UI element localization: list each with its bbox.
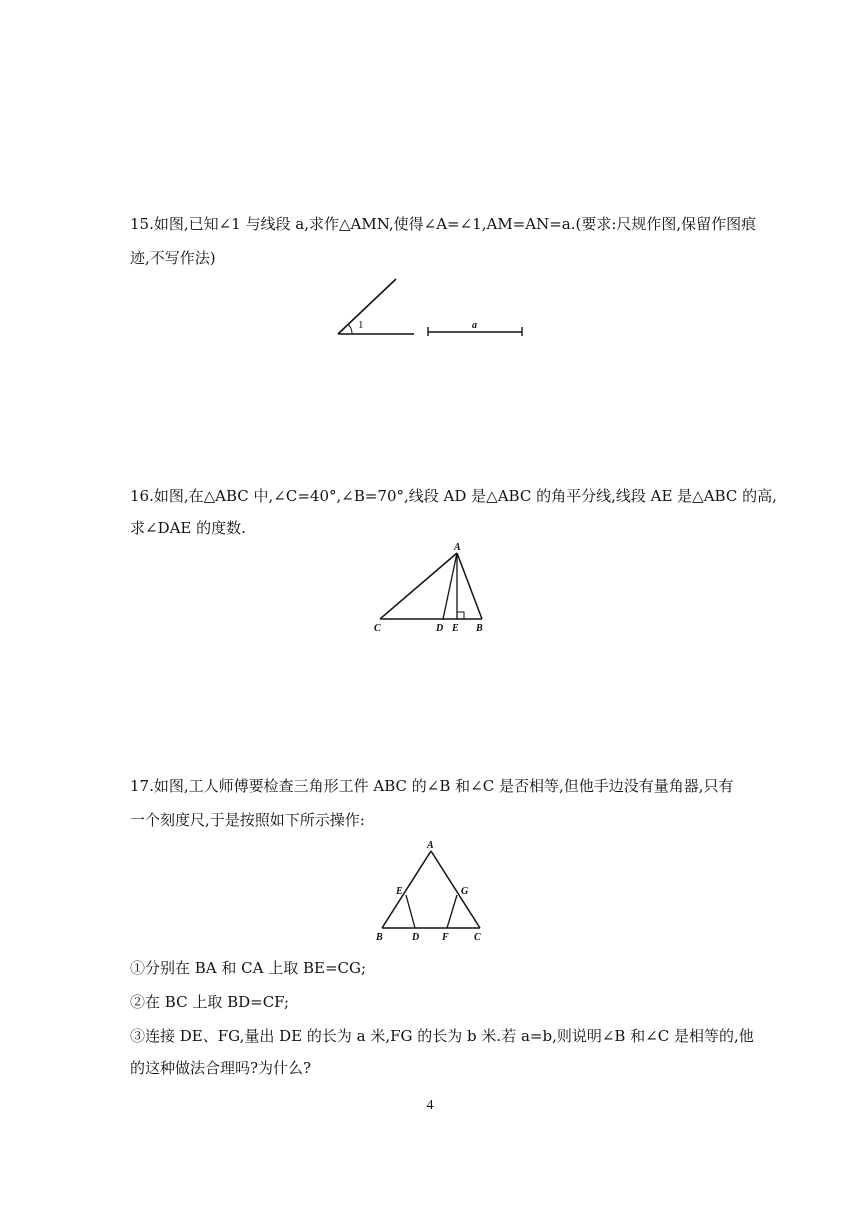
q17-text-line1: 17.如图,工人师傅要检查三角形工件 ABC 的∠B 和∠C 是否相等,但他手边没有量角器,只有: [130, 777, 734, 795]
q15-text-line2: 迹,不写作法): [130, 249, 216, 267]
label-B: B: [476, 623, 483, 634]
label-C: C: [374, 623, 381, 634]
page-number: 4: [426, 1098, 434, 1113]
label-C: C: [474, 932, 481, 943]
label-D: D: [436, 623, 444, 634]
label-G: G: [461, 886, 469, 897]
side-AC: [431, 851, 480, 928]
q17-text-line2: 一个刻度尺,于是按照如下所示操作:: [130, 811, 365, 829]
angle-ray-upper: [338, 279, 396, 334]
angle-arc: [348, 324, 352, 334]
side-AB: [382, 851, 431, 928]
q17-triangle-figure: [370, 836, 490, 948]
label-A: A: [427, 840, 434, 851]
segment-label-a: a: [472, 320, 477, 331]
right-angle-mark: [457, 612, 464, 619]
q17-step3-line2: 的这种做法合理吗?为什么?: [130, 1059, 312, 1077]
label-F: F: [442, 932, 449, 943]
q15-figure: [330, 276, 530, 346]
label-B: B: [376, 932, 383, 943]
label-E: E: [452, 623, 459, 634]
segment-FG: [447, 895, 457, 928]
side-AB: [457, 553, 482, 619]
q17-step2: ②在 BC 上取 BD=CF;: [130, 993, 290, 1011]
q17-step1: ①分别在 BA 和 CA 上取 BE=CG;: [130, 959, 367, 977]
segment-DE: [406, 895, 415, 928]
label-E: E: [396, 886, 403, 897]
angle-label-1: 1: [358, 319, 364, 331]
label-A: A: [454, 542, 461, 553]
q17-step3-line1: ③连接 DE、FG,量出 DE 的长为 a 米,FG 的长为 b 米.若 a=b,则说明∠B 和∠C 是相等的,他: [130, 1027, 754, 1045]
q16-text-line2: 求∠DAE 的度数.: [130, 519, 246, 537]
label-D: D: [412, 932, 420, 943]
q16-triangle-figure: [370, 538, 500, 638]
q16-text-line1: 16.如图,在△ABC 中,∠C=40°,∠B=70°,线段 AD 是△ABC 的角平分线,线段 AE 是△ABC 的高,: [130, 487, 777, 505]
q15-text-line1: 15.如图,已知∠1 与线段 a,求作△AMN,使得∠A=∠1,AM=AN=a.(要求:尺规作图,保留作图痕: [130, 215, 757, 233]
